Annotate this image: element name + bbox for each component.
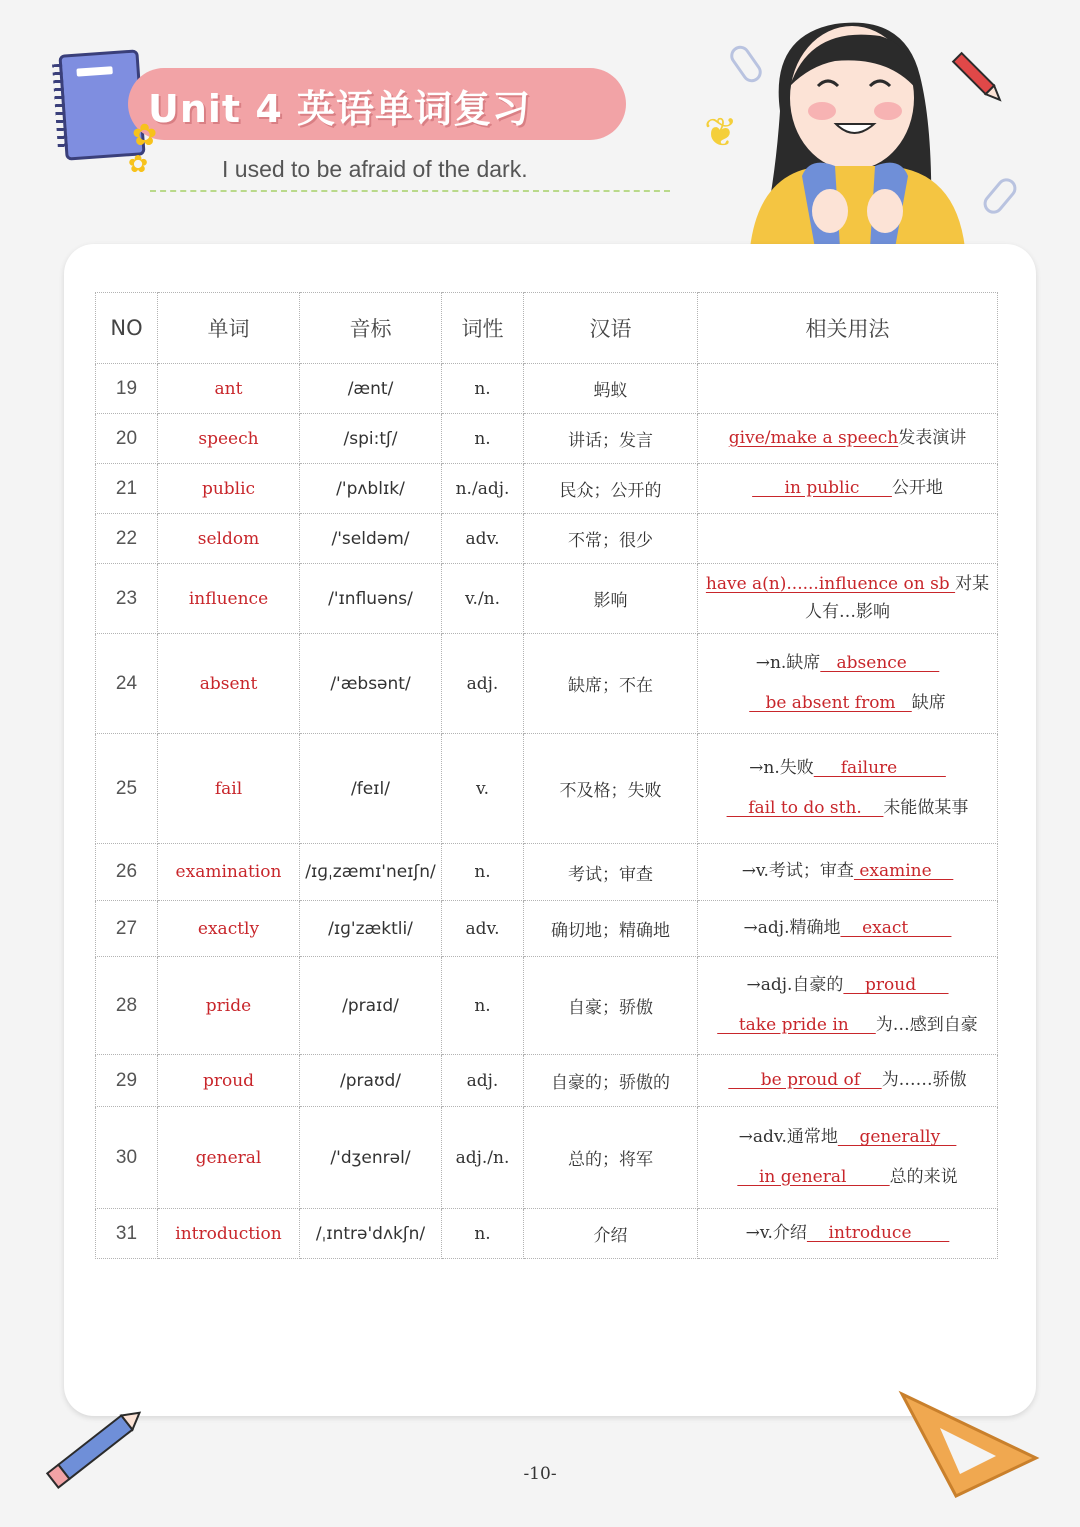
usage-cell — [698, 901, 998, 957]
phonetic-cell: /ɪɡˌzæmɪ'neɪʃn/ — [300, 844, 442, 901]
usage-cell — [698, 514, 998, 564]
usage-line — [698, 1006, 997, 1045]
word-cell: absent — [158, 634, 300, 734]
chinese-meaning-cell: 自豪；骄傲 — [524, 957, 698, 1055]
dashed-divider — [150, 190, 670, 192]
usage-meaning: 总的来说 — [889, 1166, 958, 1187]
page-number: -10- — [523, 1464, 557, 1484]
part-of-speech-cell: adj. — [442, 634, 524, 734]
usage-cell — [698, 957, 998, 1055]
usage-cell — [698, 414, 998, 464]
usage-cell — [698, 734, 998, 844]
usage-answer: failure — [813, 758, 946, 779]
usage-cell — [698, 1107, 998, 1209]
column-header-phonetic: 音标 — [300, 293, 442, 364]
chinese-meaning-cell: 不及格；失败 — [524, 734, 698, 844]
table-row — [96, 464, 998, 514]
row-number: 27 — [96, 901, 158, 957]
usage-cell — [698, 1209, 998, 1259]
part-of-speech-cell: n. — [442, 364, 524, 414]
row-number: 20 — [96, 414, 158, 464]
table-row — [96, 1209, 998, 1259]
usage-answer: take pride in — [717, 1014, 876, 1035]
usage-line — [698, 1067, 997, 1094]
table-row — [96, 414, 998, 464]
butterfly-icon: ❦ — [704, 110, 738, 156]
usage-cell — [698, 364, 998, 414]
usage-answer: in general — [737, 1166, 890, 1187]
part-of-speech-cell: v./n. — [442, 564, 524, 634]
vocabulary-table — [95, 292, 998, 1259]
usage-answer: examine — [853, 861, 954, 882]
phonetic-cell: /'dʒenrəl/ — [300, 1107, 442, 1209]
chinese-meaning-cell: 自豪的；骄傲的 — [524, 1055, 698, 1107]
usage-meaning: 公开地 — [891, 477, 943, 498]
table-row — [96, 901, 998, 957]
usage-prefix: →v.介绍 — [745, 1222, 807, 1243]
column-header-no: NO — [96, 293, 158, 364]
usage-answer: have a(n)......influence on sb — [705, 574, 956, 595]
usage-answer: fail to do sth. — [726, 797, 884, 818]
word-cell: public — [158, 464, 300, 514]
part-of-speech-cell: n. — [442, 414, 524, 464]
usage-prefix: →adj.精确地 — [743, 917, 841, 938]
usage-prefix: →n.缺席 — [755, 653, 821, 674]
word-cell: proud — [158, 1055, 300, 1107]
phonetic-cell: /'pʌblɪk/ — [300, 464, 442, 514]
usage-meaning: 未能做某事 — [883, 797, 969, 818]
phonetic-cell: /'seldəm/ — [300, 514, 442, 564]
chinese-meaning-cell: 不常；很少 — [524, 514, 698, 564]
pencil-icon — [950, 48, 1010, 112]
usage-answer: absence — [820, 653, 940, 674]
usage-answer: in public — [752, 477, 892, 498]
usage-line — [698, 425, 997, 452]
usage-answer: generally — [837, 1127, 957, 1148]
usage-answer: exact — [840, 917, 952, 938]
chinese-meaning-cell: 讲话；发言 — [524, 414, 698, 464]
row-number: 28 — [96, 957, 158, 1055]
row-number: 30 — [96, 1107, 158, 1209]
column-header-pos: 词性 — [442, 293, 524, 364]
column-header-usage: 相关用法 — [698, 293, 998, 364]
phonetic-cell: /'æbsənt/ — [300, 634, 442, 734]
table-header-row — [96, 293, 998, 364]
phonetic-cell: /spi:tʃ/ — [300, 414, 442, 464]
usage-meaning: 为…感到自豪 — [875, 1014, 978, 1035]
part-of-speech-cell: n./adj. — [442, 464, 524, 514]
usage-line — [698, 1118, 997, 1157]
table-row — [96, 1107, 998, 1209]
phonetic-cell: /ɪɡ'zæktli/ — [300, 901, 442, 957]
table-row — [96, 564, 998, 634]
row-number: 24 — [96, 634, 158, 734]
usage-line — [698, 749, 997, 788]
usage-line — [698, 789, 997, 828]
table-row — [96, 634, 998, 734]
word-cell: influence — [158, 564, 300, 634]
word-cell: seldom — [158, 514, 300, 564]
part-of-speech-cell: adv. — [442, 901, 524, 957]
usage-meaning: 为……骄傲 — [881, 1069, 967, 1090]
chinese-meaning-cell: 确切地；精确地 — [524, 901, 698, 957]
flower-icon: ✿ — [128, 150, 149, 178]
usage-line — [698, 684, 997, 723]
word-cell: exactly — [158, 901, 300, 957]
chinese-meaning-cell: 影响 — [524, 564, 698, 634]
usage-answer: introduce — [806, 1222, 950, 1243]
usage-prefix: →adj.自豪的 — [746, 975, 844, 996]
chinese-meaning-cell: 缺席；不在 — [524, 634, 698, 734]
usage-prefix: →v.考试；审查 — [741, 861, 854, 882]
phonetic-cell: /'ɪnfluəns/ — [300, 564, 442, 634]
part-of-speech-cell: v. — [442, 734, 524, 844]
usage-meaning: 发表演讲 — [898, 427, 967, 448]
table-row — [96, 514, 998, 564]
usage-answer: proud — [843, 975, 949, 996]
chinese-meaning-cell: 民众；公开的 — [524, 464, 698, 514]
usage-cell — [698, 844, 998, 901]
usage-meaning: 缺席 — [911, 692, 946, 713]
usage-cell — [698, 1055, 998, 1107]
usage-prefix: →adv.通常地 — [738, 1127, 838, 1148]
usage-line — [698, 475, 997, 502]
row-number: 22 — [96, 514, 158, 564]
phonetic-cell: /ˌɪntrə'dʌkʃn/ — [300, 1209, 442, 1259]
part-of-speech-cell: n. — [442, 844, 524, 901]
table-row — [96, 1055, 998, 1107]
usage-line — [698, 571, 997, 625]
part-of-speech-cell: adj./n. — [442, 1107, 524, 1209]
paperclip-icon — [979, 174, 1020, 217]
phonetic-cell: /praɪd/ — [300, 957, 442, 1055]
table-row — [96, 957, 998, 1055]
pencil-icon — [36, 1398, 156, 1498]
word-cell: speech — [158, 414, 300, 464]
part-of-speech-cell: adv. — [442, 514, 524, 564]
row-number: 25 — [96, 734, 158, 844]
usage-line — [698, 1158, 997, 1197]
usage-cell — [698, 634, 998, 734]
girl-illustration — [740, 16, 980, 248]
word-cell: general — [158, 1107, 300, 1209]
phonetic-cell: /praʊd/ — [300, 1055, 442, 1107]
row-number: 29 — [96, 1055, 158, 1107]
part-of-speech-cell: n. — [442, 1209, 524, 1259]
chinese-meaning-cell: 介绍 — [524, 1209, 698, 1259]
table-row — [96, 844, 998, 901]
chinese-meaning-cell: 蚂蚁 — [524, 364, 698, 414]
row-number: 23 — [96, 564, 158, 634]
column-header-word: 单词 — [158, 293, 300, 364]
chinese-meaning-cell: 总的；将军 — [524, 1107, 698, 1209]
usage-line — [698, 966, 997, 1005]
table-row — [96, 364, 998, 414]
table-row — [96, 734, 998, 844]
usage-prefix: →n.失败 — [749, 758, 814, 779]
usage-answer: be absent from — [749, 692, 912, 713]
set-square-icon — [896, 1388, 1040, 1500]
row-number: 31 — [96, 1209, 158, 1259]
word-cell: introduction — [158, 1209, 300, 1259]
word-cell: ant — [158, 364, 300, 414]
word-cell: pride — [158, 957, 300, 1055]
phonetic-cell: /feɪl/ — [300, 734, 442, 844]
part-of-speech-cell: adj. — [442, 1055, 524, 1107]
page-subtitle: I used to be afraid of the dark. — [222, 156, 528, 182]
flower-icon: ✿ — [132, 118, 158, 153]
page-title: Unit 4 英语单词复习 — [148, 87, 531, 131]
row-number: 19 — [96, 364, 158, 414]
phonetic-cell: /ænt/ — [300, 364, 442, 414]
row-number: 21 — [96, 464, 158, 514]
word-cell: fail — [158, 734, 300, 844]
row-number: 26 — [96, 844, 158, 901]
usage-cell — [698, 564, 998, 634]
usage-answer: give/make a speech — [728, 427, 899, 448]
usage-answer: be proud of — [728, 1069, 882, 1090]
word-cell: examination — [158, 844, 300, 901]
column-header-chinese: 汉语 — [524, 293, 698, 364]
usage-line — [698, 1220, 997, 1247]
usage-cell — [698, 464, 998, 514]
part-of-speech-cell: n. — [442, 957, 524, 1055]
usage-meaning: 对某人有…影响 — [805, 574, 990, 622]
usage-line — [698, 644, 997, 683]
chinese-meaning-cell: 考试；审查 — [524, 844, 698, 901]
usage-line — [698, 858, 997, 885]
usage-line — [698, 915, 997, 942]
